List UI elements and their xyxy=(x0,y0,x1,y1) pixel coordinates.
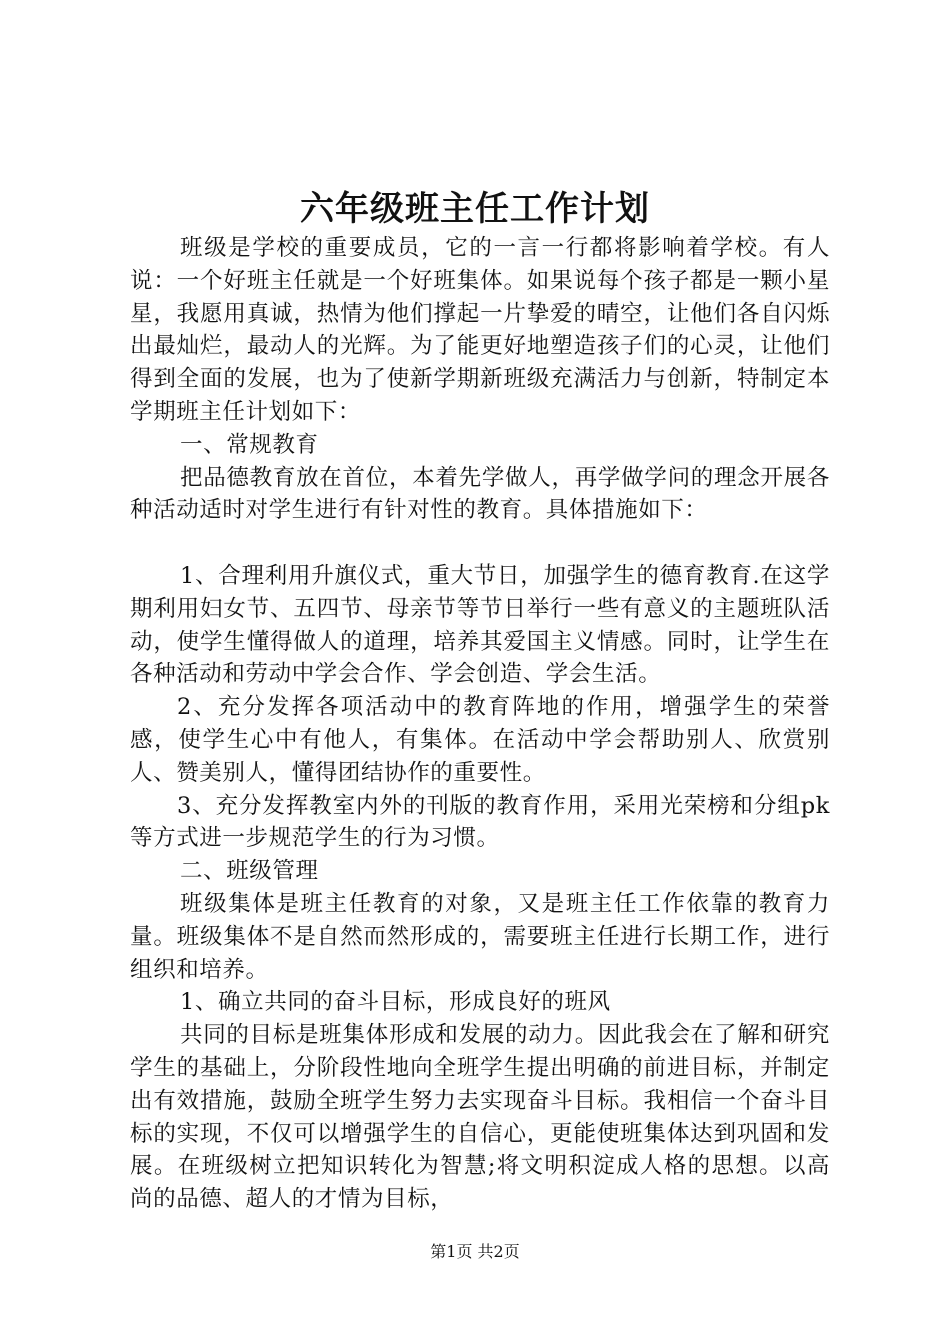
paragraph-common-goal: 共同的目标是班集体形成和发展的动力。因此我会在了解和研究学生的基础上，分阶段性地向全班学生提出明确的前进目标，并制定出有效措施，鼓励全班学生努力去实现奋斗目标。我相信一个奋斗目标的实现，不仅可以增强学生的自信心，更能使班集体达到巩固和发展。在班级树立把知识转化为智慧;将文明积淀成人格的思想。以高尚的品德、超人的才情为目标， xyxy=(130,1022,830,1213)
list-item-3-classroom-boards: 3、充分发挥教室内外的刊版的教育作用，采用光荣榜和分组pk等方式进一步规范学生的行为习惯。 xyxy=(130,792,830,852)
paragraph-class-collective: 班级集体是班主任教育的对象，又是班主任工作依靠的教育力量。班级集体不是自然而然形成的，需要班主任进行长期工作，进行组织和培养。 xyxy=(130,890,830,983)
page-footer: 第1页 共2页 xyxy=(430,1242,520,1261)
list-item-1-flag-ceremony: 1、合理利用升旗仪式，重大节日，加强学生的德育教育.在这学期利用妇女节、五四节、母亲节等节日举行一些有意义的主题班队活动，使学生懂得做人的道理，培养其爱国主义情感。同时，让学生在各种活动和劳动中学会合作、学会创造、学会生活。 xyxy=(130,562,830,688)
document-body xyxy=(130,232,830,1216)
paragraph-moral-education: 把品德教育放在首位，本着先学做人，再学做学问的理念开展各种活动适时对学生进行有针对性的教育。具体措施如下： xyxy=(130,464,830,524)
document-title: 六年级班主任工作计划 xyxy=(300,189,650,229)
list-item-2-activities: 2、充分发挥各项活动中的教育阵地的作用，增强学生的荣誉感，使学生心中有他人，有集体。在活动中学会帮助别人、欣赏别人、赞美别人，懂得团结协作的重要性。 xyxy=(130,694,830,786)
blank-line xyxy=(130,527,830,560)
subheading-common-goal: 1、确立共同的奋斗目标，形成良好的班风 xyxy=(180,989,611,1016)
section-heading-class-management: 二、班级管理 xyxy=(180,858,319,885)
paragraph-intro: 班级是学校的重要成员，它的一言一行都将影响着学校。有人说：一个好班主任就是一个好班集体。如果说每个孩子都是一颗小星星，我愿用真诚，热情为他们撑起一片挚爱的晴空，让他们各自闪烁出最灿烂，最动人的光辉。为了能更好地塑造孩子们的心灵，让他们得到全面的发展，也为了使新学期新班级充满活力与创新，特制定本学期班主任计划如下： xyxy=(130,235,830,425)
section-heading-routine-education: 一、常规教育 xyxy=(180,431,319,458)
